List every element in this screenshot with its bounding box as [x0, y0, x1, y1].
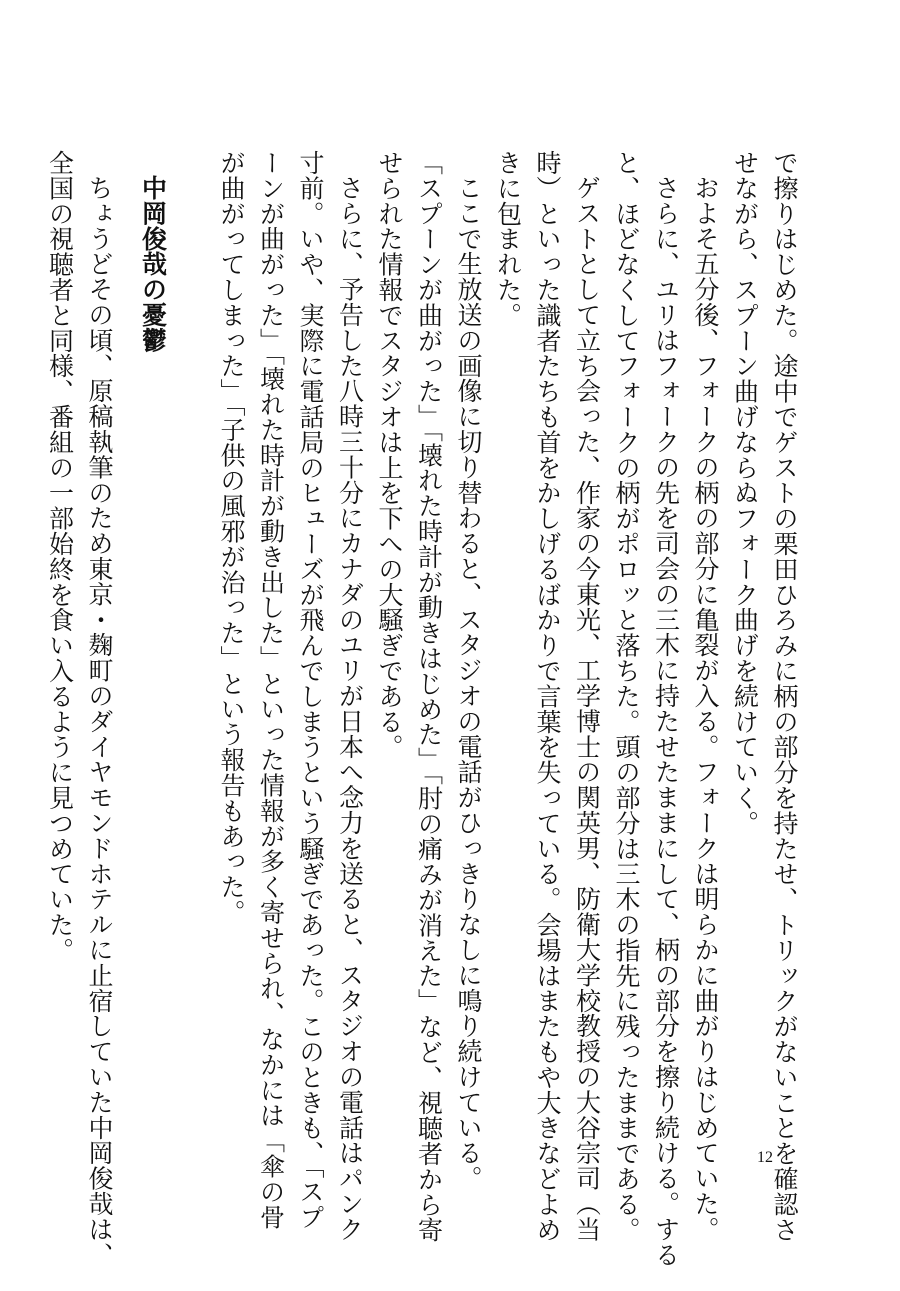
text-line: 寸前。いや、実際に電話局のヒューズが飛んでしまうという騒ぎであった。このときも、「スプ	[296, 150, 325, 1230]
text-line: きに包まれた。	[493, 150, 523, 328]
text-line: ここで生放送の画像に切り替わると、スタジオの電話がひっきりなしに鳴り続けている。	[454, 175, 483, 1191]
text-line: 時）といった識者たちも首をかしげるばかりで言葉を失っている。会場はまたもや大きなどよめ	[533, 150, 562, 1243]
text-line: ゲストとして立ち会った、作家の今東光、工学博士の関英男、防衛大学校教授の大谷宗司（当	[572, 175, 602, 1242]
text-line: ちょうどその頃、原稿執筆のため東京・麹町のダイヤモンドホテルに止宿していた中岡俊哉は、	[85, 175, 114, 1268]
text-line: およそ五分後、フォークの柄の部分に亀裂が入る。フォークは明らかに曲がりはじめていた。	[691, 175, 720, 1242]
page-number: 12	[757, 1149, 773, 1166]
text-line: さらに、予告した八時三十分にカナダのユリが日本へ念力を送ると、スタジオの電話はパンク	[335, 175, 365, 1242]
section-heading: 中岡俊哉の憂鬱	[138, 175, 168, 353]
text-line: で擦りはじめた。途中でゲストの栗田ひろみに柄の部分を持たせ、トリックがないことを確認さ	[770, 150, 799, 1243]
text-line: せながら、スプーン曲げならぬフォーク曲げを続けていく。	[730, 150, 760, 836]
text-line: が曲がってしまった」「子供の風邪が治った」という報告もあった。	[217, 150, 246, 925]
text-line: 「スプーンが曲がった」「壊れた時計が動きはじめた」「肘の痛みが消えた」など、視聴者から寄	[414, 150, 444, 1243]
text-line: 全国の視聴者と同様、番組の一部始終を食い入るように見つめていた。	[45, 150, 75, 963]
text-line: と、ほどなくしてフォークの柄がポロッと落ちた。頭の部分は三木の指先に残ったままである。	[612, 150, 641, 1243]
text-line: さらに、ユリはフォークの先を司会の三木に持たせたままにして、柄の部分を擦り続ける。する	[651, 175, 681, 1268]
text-line: ーンが曲がった」「壊れた時計が動き出した」といった情報が多く寄せられ、なかには「傘の骨	[256, 150, 286, 1230]
text-line: せられた情報でスタジオは上を下への大騒ぎである。	[375, 150, 404, 760]
